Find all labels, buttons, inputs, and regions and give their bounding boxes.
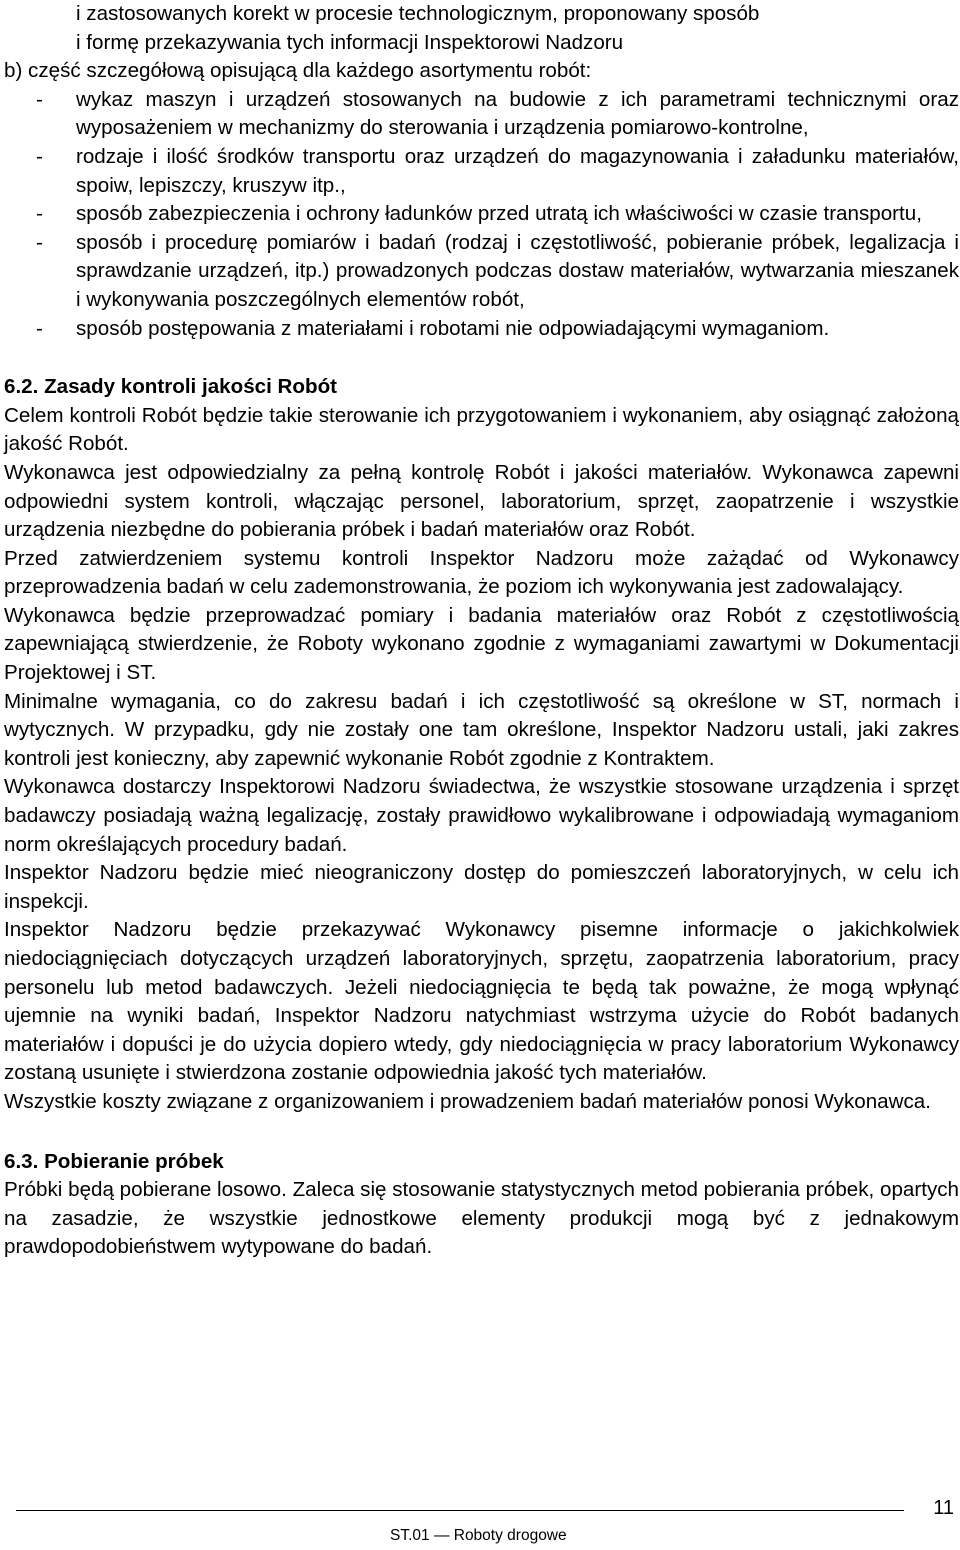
- list-item: [4, 86, 959, 143]
- continuation-text: [4, 0, 959, 57]
- list-item-text: sposób i procedurę pomiarów i badań (rodzaj i częstotliwość, pobieranie próbek, legalizacja i sprawdzanie urządzeń, itp.) prowadzonych podczas dostaw materiałów, wytwarzania mieszanek i wykonywania poszczególnych elementów robót,: [76, 230, 959, 311]
- continuation-line: i zastosowanych korekt w procesie technologicznym, proponowany sposób: [76, 2, 760, 25]
- section-spacer: [4, 1117, 959, 1148]
- continuation-line: i formę przekazywania tych informacji Inspektorowi Nadzoru: [76, 30, 624, 54]
- paragraph: Próbki będą pobierane losowo. Zaleca się stosowanie statystycznych metod pobierania próbek, opartych na zasadzie, że wszystkie jednostkowe elementy produkcji mogą być z jednakowym prawdopodobieństwem wytypowane do badań.: [4, 1178, 959, 1259]
- paragraph: Inspektor Nadzoru będzie mieć nieograniczony dostęp do pomieszczeń laboratoryjnych, w celu ich inspekcji.: [4, 861, 959, 913]
- page-number: 11: [933, 1497, 954, 1519]
- list-item-text: sposób postępowania z materiałami i robotami nie odpowiadającymi wymaganiom.: [76, 316, 830, 340]
- list-item: [4, 229, 959, 315]
- paragraph: Celem kontroli Robót będzie takie sterowanie ich przygotowaniem i wykonaniem, aby osiągnąć założoną jakość Robót.: [4, 403, 959, 456]
- part-b-line: b) część szczegółową opisującą dla każdego asortymentu robót:: [4, 59, 592, 83]
- paragraph: Inspektor Nadzoru będzie przekazywać Wykonawcy pisemne informacje o jakichkolwiek niedociągnięciach dotyczących urządzeń laboratoryjnych, sprzętu, zaopatrzenia laboratorium, pracy personelu lub metod badawczych. Jeżeli niedociągnięcia te będą tak poważne, że mogą wpłynąć ujemnie na wyniki badań, Inspektor Nadzoru natychmiast wstrzyma użycie do Robót badanych materiałów i dopuści je do użycia dopiero wtedy, gdy niedociągnięcia w pracy laboratorium Wykonawcy zostaną usunięte i stwierdzona zostanie odpowiednia jakość tych materiałów.: [4, 918, 959, 1085]
- list-item: [4, 200, 959, 229]
- list-item-text: sposób zabezpieczenia i ochrony ładunków przed utratą ich właściwości w czasie transportu,: [76, 202, 922, 226]
- list-dash: -: [36, 87, 43, 111]
- list-dash: -: [36, 316, 43, 340]
- list-item: [4, 143, 959, 200]
- list-dash: -: [36, 202, 43, 226]
- paragraph: Wykonawca będzie przeprowadzać pomiary i badania materiałów oraz Robót z częstotliwością zapewniającą stwierdzenie, że Roboty wykonano zgodnie z wymaganiami zawartymi w Dokumentacji Projektowej i ST.: [4, 603, 959, 685]
- asortyment-list: [4, 86, 959, 343]
- page-footer: [0, 1484, 960, 1550]
- list-item-text: rodzaje i ilość środków transportu oraz urządzeń do magazynowania i załadunku materiałów, spoiw, lepiszczy, kruszyw itp.,: [76, 144, 959, 197]
- list-dash: -: [36, 230, 43, 254]
- list-dash: -: [36, 144, 43, 168]
- footer-rule: [16, 1510, 904, 1511]
- document-body: [4, 0, 959, 1262]
- footer-document-label: ST.01 — Roboty drogowe: [390, 1527, 567, 1544]
- paragraph: Wszystkie koszty związane z organizowaniem i prowadzeniem badań materiałów ponosi Wykonawca.: [4, 1089, 931, 1113]
- paragraph: Wykonawca jest odpowiedzialny za pełną kontrolę Robót i jakości materiałów. Wykonawca zapewni odpowiedni system kontroli, włączając personel, laboratorium, sprzęt, zaopatrzenie i wszystkie urządzenia niezbędne do pobierania próbek i badań materiałów oraz Robót.: [4, 460, 959, 542]
- list-item: [4, 315, 959, 344]
- section-heading: 6.2. Zasady kontroli jakości Robót: [4, 375, 338, 399]
- section-heading: 6.3. Pobieranie próbek: [4, 1149, 224, 1173]
- list-item-text: wykaz maszyn i urządzeń stosowanych na budowie z ich parametrami technicznymi oraz wyposażeniem w mechanizmy do sterowania i urządzenia pomiarowo-kontrolne,: [76, 87, 959, 140]
- paragraph: Przed zatwierdzeniem systemu kontroli Inspektor Nadzoru może zażądać od Wykonawcy przeprowadzenia badań w celu zademonstrowania, że poziom ich wykonywania jest zadowalający.: [4, 546, 959, 599]
- paragraph: Wykonawca dostarczy Inspektorowi Nadzoru świadectwa, że wszystkie stosowane urządzenia i sprzęt badawczy posiadają ważną legalizację, zostały prawidłowo wykalibrowane i odpowiadają wymaganiom norm określających procedury badań.: [4, 775, 959, 856]
- section-6-3: [4, 1148, 959, 1262]
- section-6-2: [4, 373, 959, 1116]
- section-spacer: [4, 343, 959, 373]
- paragraph: Minimalne wymagania, co do zakresu badań i ich częstotliwość są określone w ST, normach i wytycznych. W przypadku, gdy nie zostały one tam określone, Inspektor Nadzoru ustali, jaki zakres kontroli jest konieczny, aby zapewnić wykonanie Robót zgodnie z Kontraktem.: [4, 689, 959, 770]
